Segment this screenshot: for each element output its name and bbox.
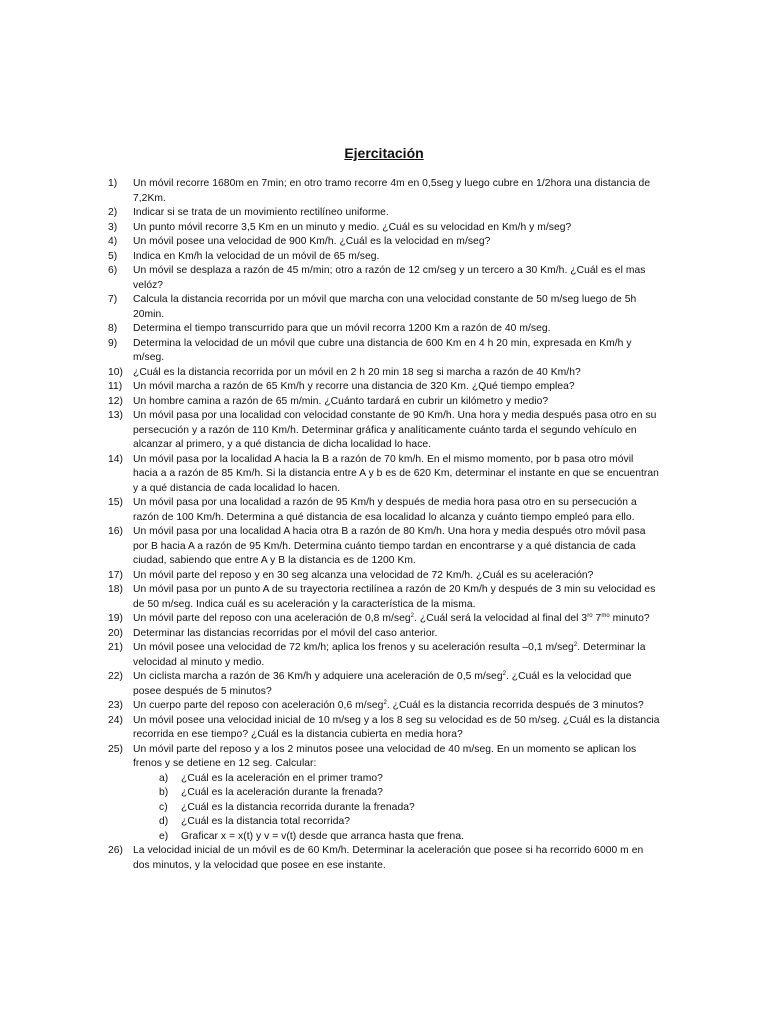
item-text: Un móvil se desplaza a razón de 45 m/min; otro a razón de 12 cm/seg y un tercero a 30 Km/h. ¿Cuál es el mas velóz? (133, 265, 646, 291)
exercise-list (108, 177, 660, 873)
sub-list-item (159, 786, 660, 801)
sub-item-label: e) (159, 830, 169, 842)
list-item (108, 395, 660, 410)
list-item (108, 612, 660, 627)
item-text: Un punto móvil recorre 3,5 Km en un minuto y medio. ¿Cuál es su velocidad en Km/h y m/seg? (133, 221, 572, 233)
item-number: 17) (108, 569, 124, 581)
list-item (108, 235, 660, 250)
list-item (108, 743, 660, 845)
item-number: 15) (108, 497, 124, 508)
superscript: 2 (383, 700, 387, 706)
sub-list (133, 772, 660, 845)
item-text: Un móvil pasa por la localidad A hacia la B a razón de 70 km/h. En el mismo momento, por b pasa otro móvil hacia a a razón de 85 Km/h. Si la distancia entre A y b es de 620 Km, determinar el instante en que se encuentran y a qué distancia de cada localidad lo hacen. (133, 453, 659, 494)
item-text-part: . ¿Cuál es la distancia recorrida después de 3 minutos? (386, 700, 644, 711)
item-text: Un móvil posee una velocidad de 900 Km/h. ¿Cuál es la velocidad en m/seg? (133, 236, 491, 247)
list-item (108, 380, 660, 395)
item-text: Indicar si se trata de un movimiento rectilíneo uniforme. (133, 207, 389, 218)
item-text: La velocidad inicial de un móvil es de 60 Km/h. Determinar la aceleración que posee si ha recorrido 6000 m en dos minutos, y la velocidad que posee en ese instante. (133, 845, 644, 871)
item-text: ¿Cuál es la distancia recorrida por un móvil en 2 h 20 min 18 seg si marcha a razón de 40 Km/h? (133, 366, 581, 378)
superscript: mo (601, 613, 610, 619)
item-text: Un móvil parte del reposo y en 30 seg alcanza una velocidad de 72 Km/h. ¿Cuál es su aceleración? (133, 569, 594, 581)
item-number: 12) (108, 395, 124, 407)
list-item (108, 177, 660, 206)
list-item (108, 366, 660, 381)
superscript: ro (587, 613, 593, 619)
sub-list-item (159, 815, 660, 830)
item-number: 19) (108, 613, 124, 624)
list-item (108, 525, 660, 569)
item-text-part: Un cuerpo parte del reposo con aceleración 0,6 m/seg (133, 700, 384, 711)
item-text: Un móvil recorre 1680m en 7min; en otro tramo recorre 4m en 0,5seg y luego cubre en 1/2hora una distancia de 7,2Km. (133, 178, 651, 204)
item-number: 13) (108, 410, 124, 421)
item-number: 10) (108, 366, 124, 378)
item-number: 5) (108, 250, 118, 262)
list-item (108, 453, 660, 497)
item-text: Un hombre camina a razón de 65 m/min. ¿Cuánto tardará en cubrir un kilómetro y medio? (133, 395, 549, 407)
item-number: 21) (108, 642, 124, 653)
item-number: 22) (108, 671, 124, 682)
item-number: 8) (108, 323, 118, 334)
item-text: Un móvil pasa por una localidad con velocidad constante de 90 Km/h. Una hora y media después pasa otro en su persecución y a razón de 110 Km/h. Determinar gráfica y analíticamente cuánto tarda el segundo vehículo en alcanzar al primero, y a qué distancia de dicha localidad lo hace. (133, 410, 657, 450)
superscript: 2 (410, 613, 415, 619)
item-text-part: Un ciclista marcha a razón de 36 Km/h y adquiere una aceleración de 0,5 m/seg (133, 671, 503, 682)
list-item (108, 641, 660, 670)
sub-item-label: a) (159, 772, 169, 784)
item-text-part: Un móvil parte del reposo con una aceleración de 0,8 m/seg (133, 613, 411, 624)
item-text: Un móvil pasa por una localidad A hacia otra B a razón de 80 Km/h. Una hora y media después otro móvil pasa por B hacia A a razón de 95 Km/h. Determina cuánto tiempo tardan en encontrarse y a qué distancia de cada ciudad, sabiendo que entre A y B la distancia es de 1200 Km. (133, 526, 646, 566)
list-item (108, 583, 660, 612)
item-text: Indica en Km/h la velocidad de un móvil de 65 m/seg. (133, 250, 380, 262)
list-item (108, 264, 660, 293)
list-item (108, 322, 660, 337)
sub-item-text: ¿Cuál es la distancia recorrida durante la frenada? (181, 801, 415, 813)
item-number: 26) (108, 845, 124, 856)
list-item (108, 250, 660, 265)
item-number: 11) (108, 381, 123, 392)
item-text-part: . ¿Cuál es la velocidad que posee después de 5 minutos? (133, 671, 632, 697)
item-number: 1) (108, 178, 118, 189)
list-item (108, 699, 660, 714)
item-text-with-subitems (133, 743, 660, 845)
item-number: 4) (108, 236, 118, 247)
list-item (108, 409, 660, 453)
item-number: 25) (108, 743, 124, 755)
item-text (133, 641, 660, 670)
item-text-part: Un móvil posee una velocidad de 72 km/h; aplica los frenos y su aceleración resulta –0,1 m/seg (133, 642, 574, 653)
sub-list-item (159, 801, 660, 816)
list-item (108, 569, 660, 584)
sub-item-label: c) (159, 801, 168, 813)
item-number: 2) (108, 207, 118, 218)
item-number: 16) (108, 526, 124, 537)
sub-item-text: ¿Cuál es la distancia total recorrida? (181, 816, 351, 827)
list-item (108, 496, 660, 525)
list-item (108, 844, 660, 873)
page-title: Ejercitación (344, 145, 424, 161)
list-item (108, 627, 660, 642)
sub-item-text: ¿Cuál es la aceleración durante la frenada? (181, 787, 383, 798)
sub-list-item (159, 830, 660, 845)
item-text-part: . Determinar la velocidad al minuto y medio. (133, 642, 646, 668)
item-number: 14) (108, 453, 124, 465)
item-text: Determina la velocidad de un móvil que cubre una distancia de 600 Km en 4 h 20 min, expresada en Km/h y m/seg. (133, 337, 632, 363)
superscript: 2 (502, 671, 506, 677)
sub-item-text: ¿Cuál es la aceleración en el primer tramo? (181, 772, 383, 784)
item-text (133, 699, 660, 714)
item-text: Un móvil posee una velocidad inicial de 10 m/seg y a los 8 seg su velocidad es de 50 m/seg. ¿Cuál es la distancia recorrida en ese tiempo? ¿Cuál es la distancia cubierta en media hora? (133, 714, 660, 740)
item-number: 18) (108, 584, 124, 595)
sub-item-text: Graficar x = x(t) y v = v(t) desde que arranca hasta que frena. (181, 830, 465, 842)
list-item (108, 221, 660, 236)
item-text-part: . ¿Cuál será la velocidad al final del 3 (414, 613, 588, 624)
item-text (133, 612, 660, 627)
item-text-part: minuto? (609, 613, 650, 624)
list-item (108, 670, 660, 699)
list-item (108, 714, 660, 743)
superscript: 2 (573, 642, 578, 648)
item-number: 9) (108, 337, 118, 349)
item-number: 3) (108, 221, 118, 233)
list-item (108, 337, 660, 366)
item-text: Un móvil marcha a razón de 65 Km/h y recorre una distancia de 320 Km. ¿Qué tiempo emplea? (133, 381, 575, 392)
sub-item-label: d) (159, 816, 169, 827)
item-number: 7) (108, 294, 118, 305)
item-text-part: 7 (592, 613, 602, 624)
item-text: Determinar las distancias recorridas por el móvil del caso anterior. (133, 627, 438, 639)
item-text: Un móvil parte del reposo y a los 2 minutos posee una velocidad de 40 m/seg. En un momento se aplican los frenos y se detiene en 12 seg. Calcular: (133, 743, 637, 769)
item-number: 6) (108, 265, 118, 276)
sub-item-label: b) (159, 787, 169, 798)
item-text (133, 670, 660, 699)
sub-list-item (159, 772, 660, 787)
list-item (108, 206, 660, 221)
item-text: Determina el tiempo transcurrido para que un móvil recorra 1200 Km a razón de 40 m/seg. (133, 323, 551, 334)
item-text: Calcula la distancia recorrida por un móvil que marcha con una velocidad constante de 50 m/seg luego de 5h 20min. (133, 294, 637, 320)
item-number: 23) (108, 700, 124, 711)
item-text: Un móvil pasa por un punto A de su trayectoria rectilínea a razón de 20 Km/h y después de 3 min su velocidad es de 50 m/seg. Indica cuál es su aceleración y la característica de la misma. (133, 584, 656, 610)
list-item (108, 293, 660, 322)
item-number: 24) (108, 714, 124, 726)
item-text: Un móvil pasa por una localidad a razón de 95 Km/h y después de media hora pasa otro en su persecución a razón de 100 Km/h. Determina a qué distancia de esa localidad lo alcanza y cuánto tiempo empleó para ello. (133, 497, 637, 523)
item-number: 20) (108, 627, 124, 639)
